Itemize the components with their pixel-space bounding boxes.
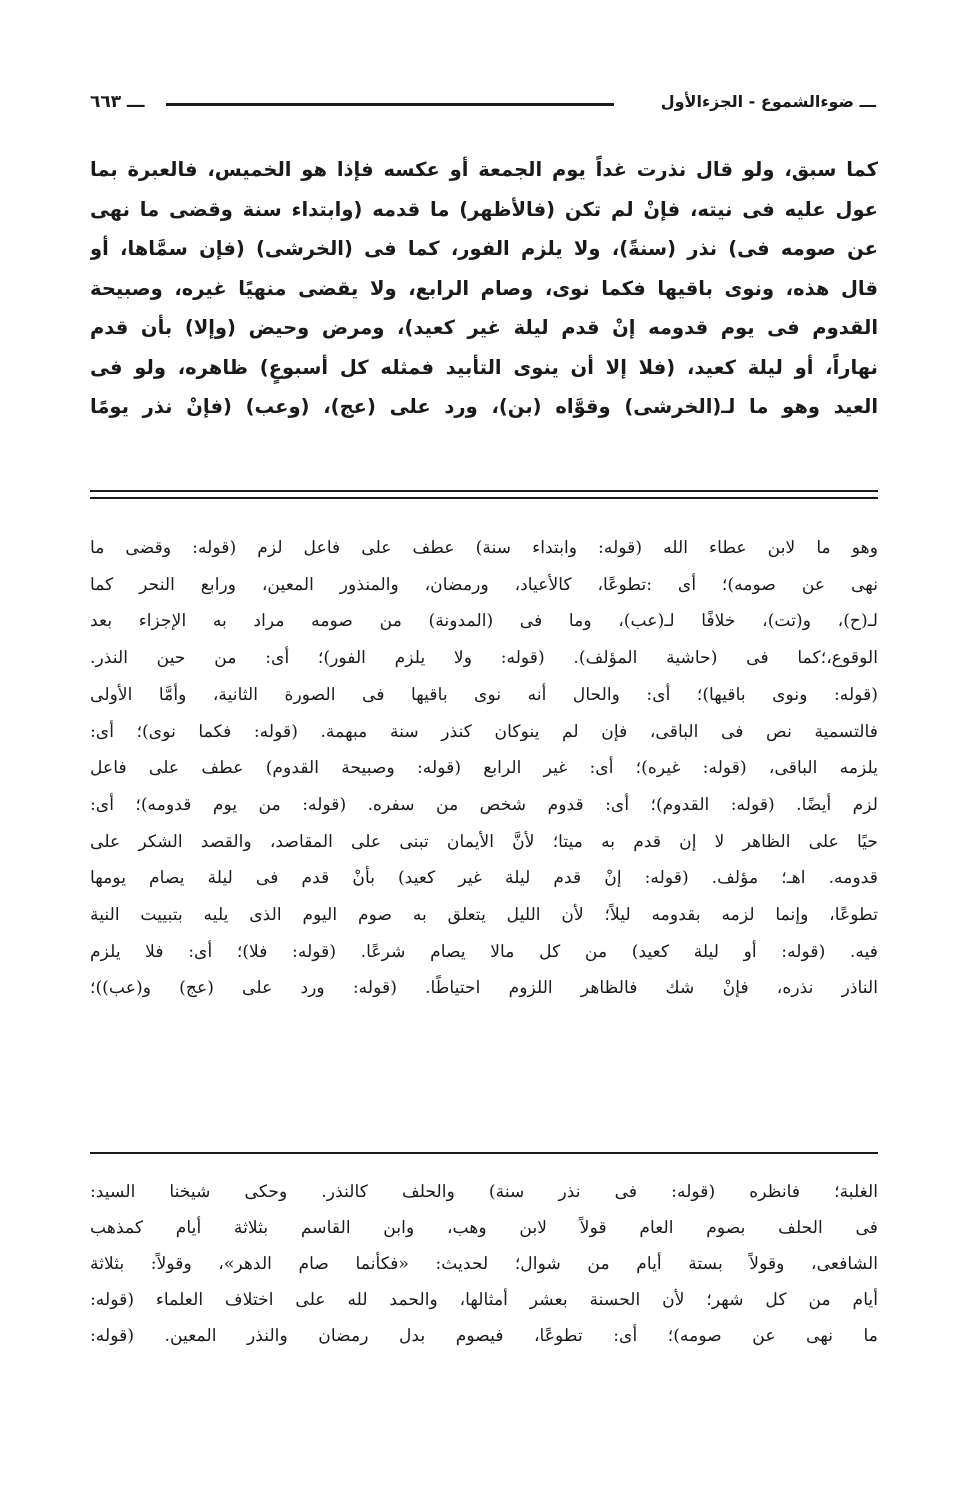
footnote-text bbox=[90, 1174, 878, 1354]
header-rule bbox=[166, 103, 614, 106]
footnote-line: ما نهى عن صومه)؛ أى: تطوعًا، فيصوم بدل رمضان والنذر المعين. (قوله: bbox=[90, 1326, 878, 1346]
commentary-line: قدومه. اهـ؛ مؤلف. (قوله: إنْ قدم ليلة غير كعيد) بأنْ قدم فى ليلة يصام يومها bbox=[90, 868, 878, 889]
section-divider-single bbox=[90, 1152, 878, 1154]
commentary-line: فيه. (قوله: أو ليلة كعيد) من كل مالا يصام شرعًا. (قوله: فلا)؛ أى: فلا يلزم bbox=[90, 941, 878, 962]
main-text-line: عول عليه فى نيته، فإنْ لم تكن (فالأظهر) ما قدمه (وابتداء سنة وقضى ما نهى bbox=[90, 197, 878, 221]
commentary-text bbox=[90, 530, 878, 1007]
commentary-line: (قوله: ونوى باقيها)؛ أى: والحال أنه نوى باقيها فى الصورة الثانية، وأمَّا الأولى bbox=[90, 684, 878, 705]
main-text-line: العيد وهو ما لـ(الخرشى) وقوَّاه (بن)، ورد على (عج)، (وعب) (فإنْ نذر يومًا bbox=[90, 395, 878, 418]
commentary-line: لزم أيضًا. (قوله: القدوم)؛ أى: قدوم شخص من سفره. (قوله: من يوم قدومه)؛ أى: bbox=[90, 794, 878, 815]
commentary-line: وهو ما لابن عطاء الله (قوله: وابتداء سنة) عطف على فاعل لزم (قوله: وقضى ما bbox=[90, 538, 878, 558]
main-text-line: قال هذه، ونوى باقيها فكما نوى، وصام الرابع، ولا يقضى منهيًا غيره، وصبيحة bbox=[90, 276, 878, 300]
footnote-line: الشافعى، وقولاً بستة أيام من شوال؛ لحديث: «فكأنما صام الدهر»، وقولاً: بثلاثة bbox=[90, 1254, 878, 1274]
commentary-line: نهى عن صومه)؛ أى :تطوعًا، كالأعياد، ورمضان، والمنذور المعين، ورابع النحر كما bbox=[90, 574, 878, 595]
commentary-line: الناذر نذره، فإنْ شك فالظاهر اللزوم احتياطًا. (قوله: ورد على (عج) و(عب))؛ bbox=[90, 978, 878, 999]
main-text bbox=[90, 150, 878, 427]
footnote-line: فى الحلف بصوم العام قولاً لابن وهب، وابن القاسم بثلاثة أيام كمذهب bbox=[90, 1218, 878, 1238]
footnote-line: أيام من كل شهر؛ لأن الحسنة بعشر أمثالها، والحمد لله على اختلاف العلماء (قوله: bbox=[90, 1290, 878, 1310]
section-divider-double bbox=[90, 490, 878, 499]
page-header bbox=[90, 92, 876, 120]
main-text-line: القدوم فى يوم قدومه إنْ قدم ليلة غير كعيد)، ومرض وحيض (وإلا) بأن قدم bbox=[90, 316, 878, 339]
main-text-line: عن صومه فى) نذر (سنةً)، ولا يلزم الفور، كما فى (الخرشى) (فإن سمَّاها، أو bbox=[90, 237, 878, 260]
main-text-line: نهاراً، أو ليلة كعيد، (فلا إلا أن ينوى التأبيد فمثله كل أسبوعٍ) ظاهره، ولو فى bbox=[90, 355, 878, 379]
main-text-line: كما سبق، ولو قال نذرت غداً يوم الجمعة أو عكسه فإذا هو الخميس، فالعبرة بما bbox=[90, 158, 878, 181]
page-number: ـــ ٦٦٣ bbox=[90, 92, 145, 112]
commentary-line: لـ(ح)، و(تت)، خلافًا لـ(عب)، وما فى (المدونة) من صومه مراد به الإجزاء بعد bbox=[90, 611, 878, 632]
running-title: ـــ ضوءالشموع - الجزءالأول bbox=[660, 92, 876, 111]
commentary-line: فالتسمية نص فى الباقى، فإن لم ينوكان كنذر سنة مبهمة. (قوله: فكما نوى)؛ أى: bbox=[90, 721, 878, 742]
commentary-line: الوقوع،؛كما فى (حاشية المؤلف). (قوله: ولا يلزم الفور)؛ أى: من حين النذر. bbox=[90, 648, 878, 669]
commentary-line: حيًا على الظاهر لا إن قدم به ميتا؛ لأنَّ الأيمان تبنى على المقاصد، والقصد الشكر على bbox=[90, 831, 878, 852]
commentary-line: يلزمه الباقى، (قوله: غيره)؛ أى: غير الرابع (قوله: وصبيحة القدوم) عطف على فاعل bbox=[90, 758, 878, 779]
commentary-line: تطوعًا، وإنما لزمه بقدومه ليلاً؛ لأن الليل يتعلق به صوم اليوم الذى يليه بتبييت النية bbox=[90, 905, 878, 926]
footnote-line: الغلبة؛ فانظره (قوله: فى نذر سنة) والحلف كالنذر. وحكى شيخنا السيد: bbox=[90, 1182, 878, 1202]
